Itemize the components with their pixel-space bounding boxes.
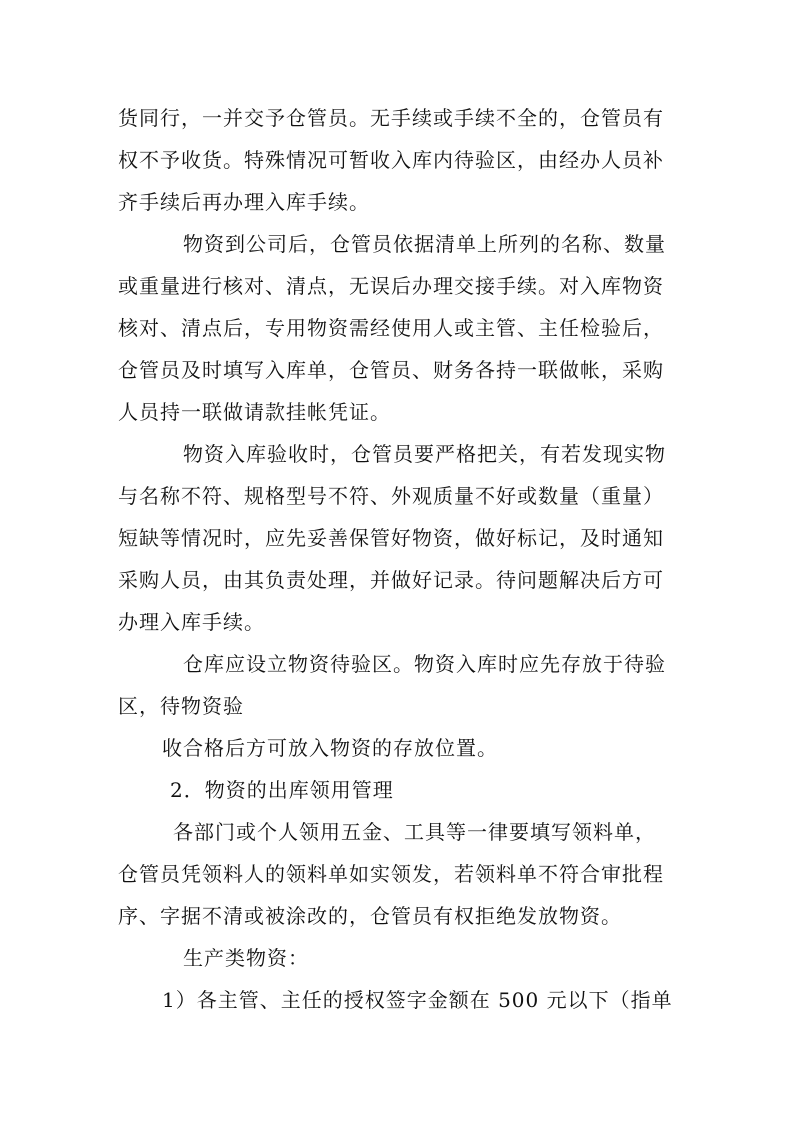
- body-line: 货同行，一并交予仓管员。无手续或手续不全的，仓管员有: [118, 106, 664, 130]
- body-line: 或重量进行核对、清点，无误后办理交接手续。对入库物资: [118, 274, 664, 298]
- body-line: 与名称不符、规格型号不符、外观质量不好或数量（重量）: [118, 484, 664, 508]
- body-line: 短缺等情况时，应先妥善保管好物资，做好标记，及时通知: [118, 526, 664, 550]
- paragraph-start-line: 物资入库验收时，仓管员要严格把关，有若发现实物: [183, 442, 666, 466]
- body-line: 齐手续后再办理入库手续。: [118, 190, 370, 214]
- paragraph-start-line: 仓库应设立物资待验区。物资入库时应先存放于待验: [183, 652, 666, 676]
- paragraph-start-line: 物资到公司后，仓管员依据清单上所列的名称、数量: [183, 232, 666, 256]
- subsection-label: 生产类物资：: [183, 946, 309, 970]
- body-line: 核对、清点后，专用物资需经使用人或主管、主任检验后，: [118, 316, 664, 340]
- body-line: 区，待物资验: [118, 694, 244, 718]
- body-line: 办理入库手续。: [118, 610, 265, 634]
- body-line: 仓管员及时填写入库单，仓管员、财务各持一联做帐，采购: [118, 358, 664, 382]
- paragraph-start-line: 各部门或个人领用五金、工具等一律要填写领料单，: [173, 820, 656, 844]
- body-line: 人员持一联做请款挂帐凭证。: [118, 400, 391, 424]
- body-line: 仓管员凭领料人的领料单如实领发，若领料单不符合审批程: [118, 862, 664, 886]
- body-line: 采购人员，由其负责处理，并做好记录。待问题解决后方可: [118, 568, 664, 592]
- body-line: 收合格后方可放入物资的存放位置。: [162, 736, 498, 760]
- section-heading: 2．物资的出库领用管理: [170, 778, 394, 802]
- body-line: 序、字据不清或被涂改的，仓管员有权拒绝发放物资。: [118, 904, 622, 928]
- list-item-line: 1）各主管、主任的授权签字金额在 500 元以下（指单: [162, 988, 673, 1012]
- body-line: 权不予收货。特殊情况可暂收入库内待验区，由经办人员补: [118, 148, 664, 172]
